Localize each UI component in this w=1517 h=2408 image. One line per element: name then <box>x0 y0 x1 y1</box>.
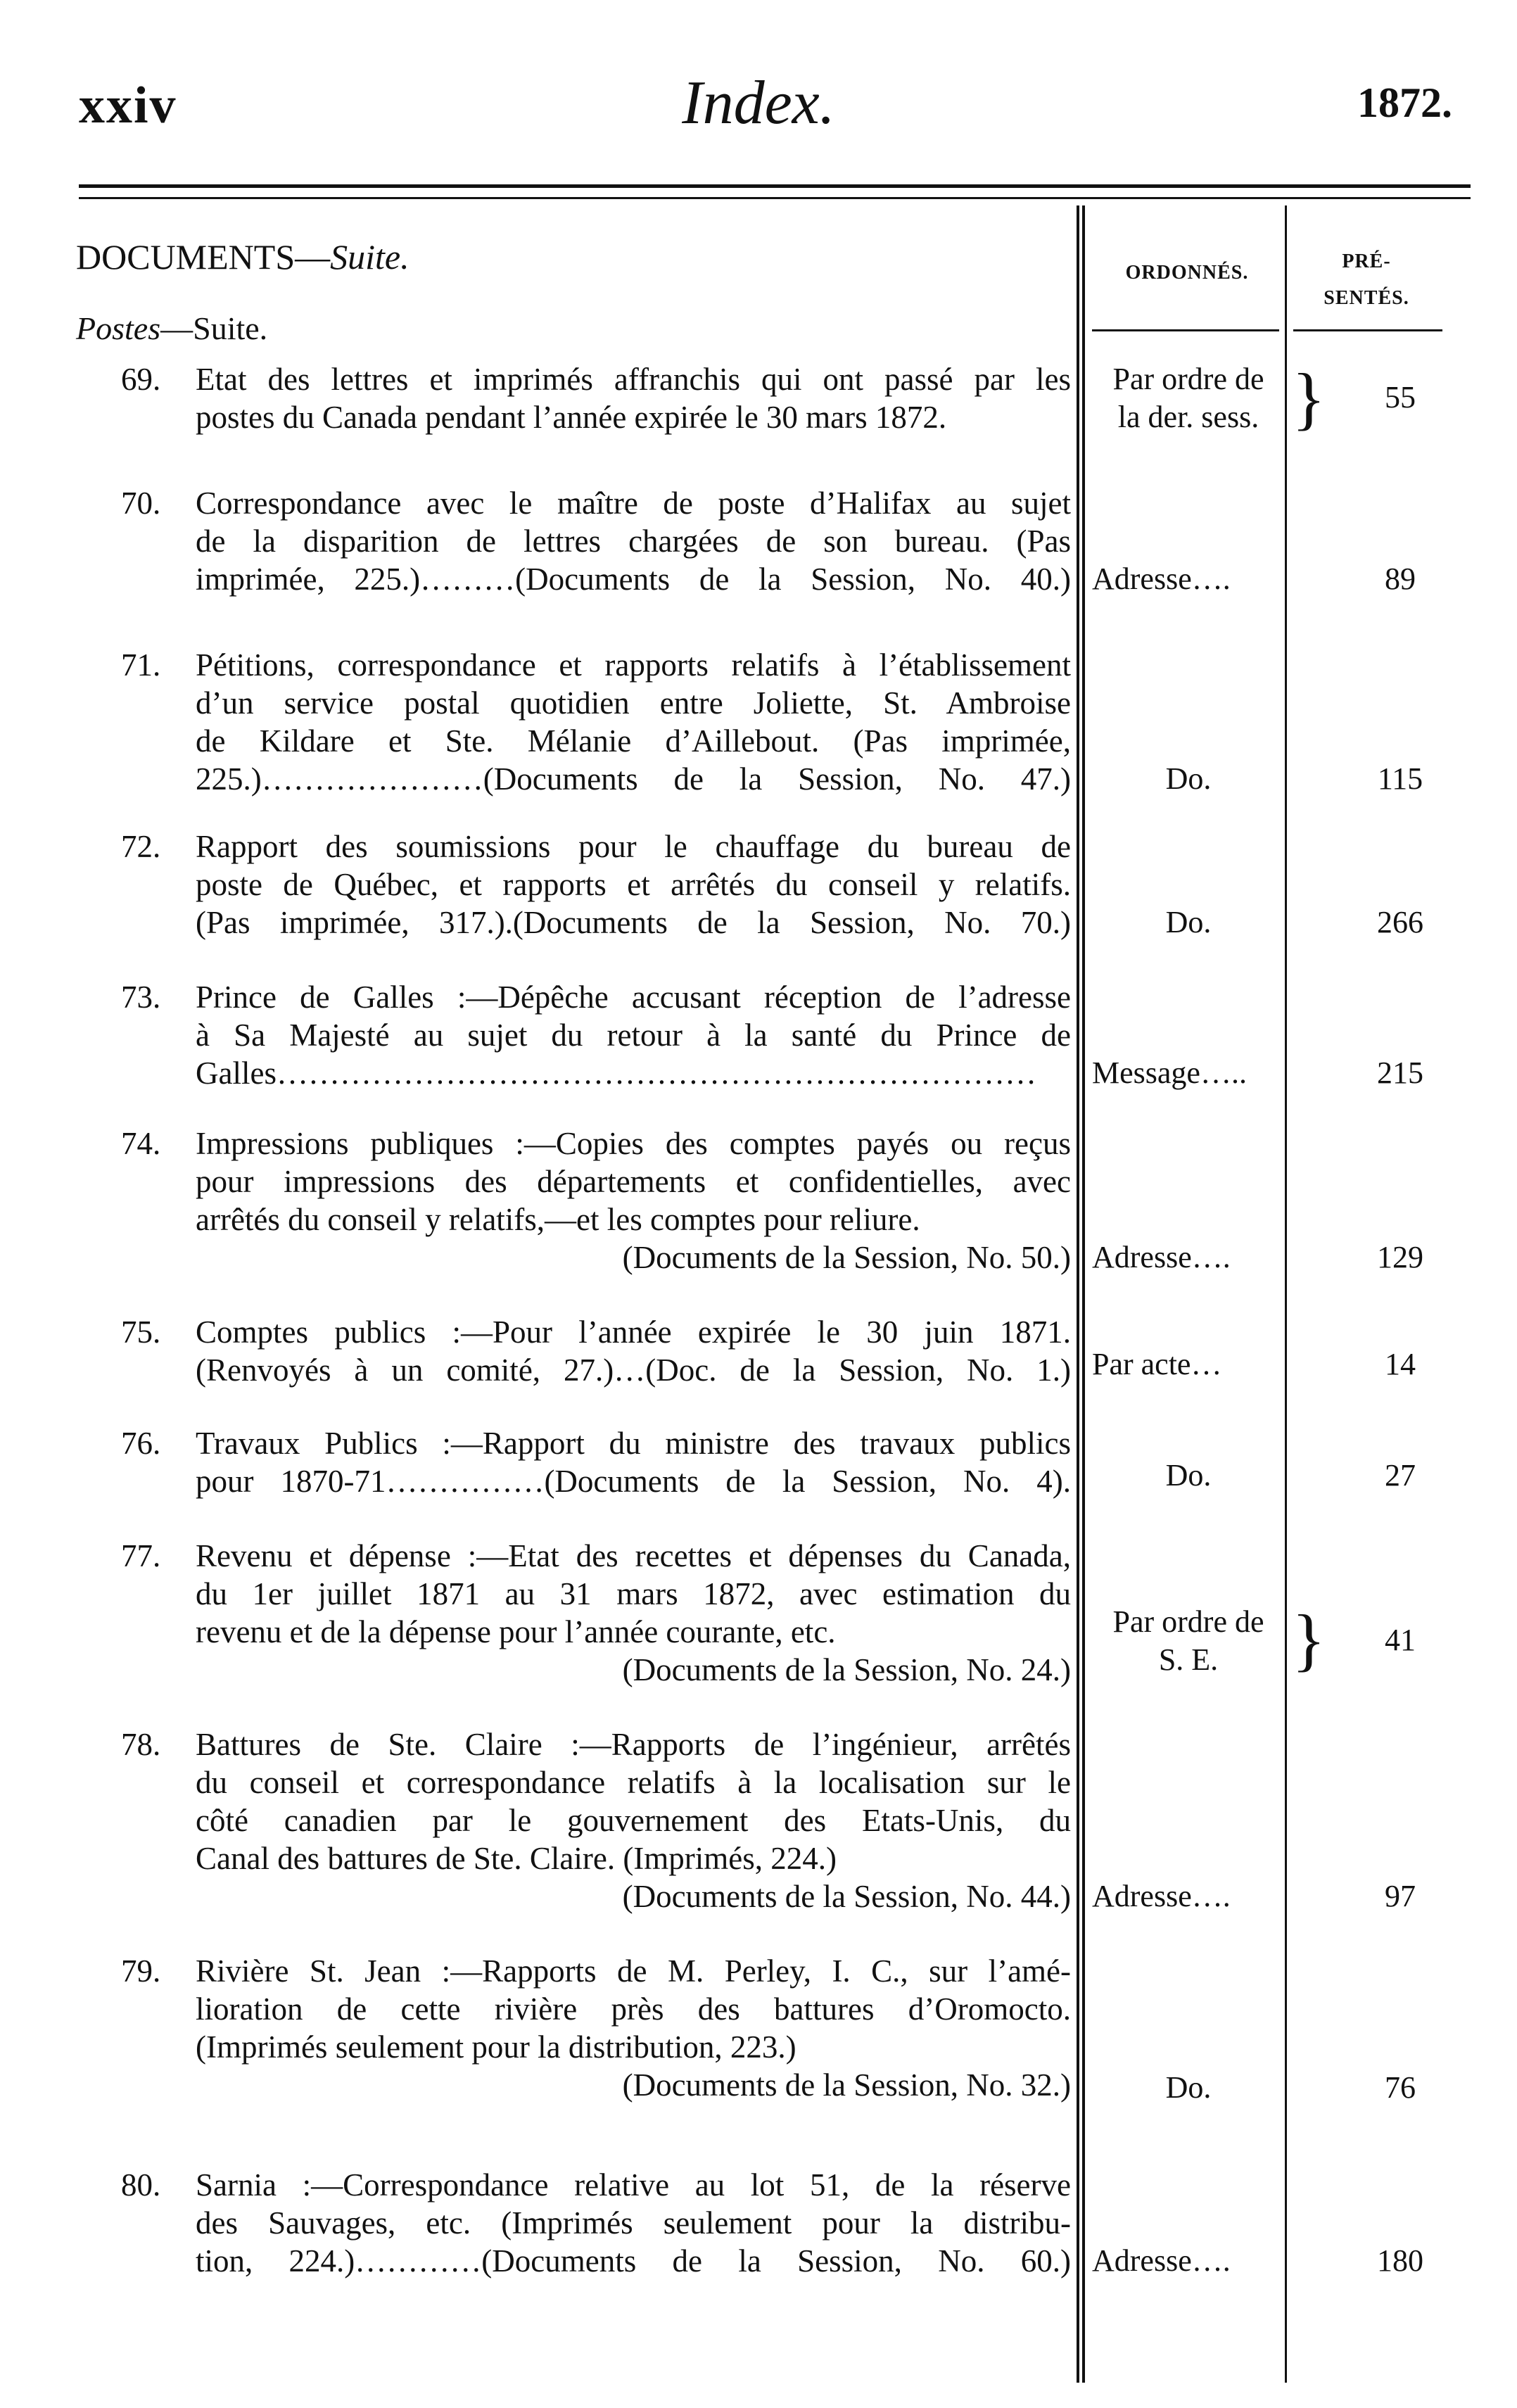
presentes-cell: 55 <box>1385 380 1416 414</box>
entry-line: (Pas imprimée, 317.).(Documents de la Session, No. 70.) <box>196 905 1071 940</box>
entry-line: (Imprimés seulement pour la distribution, 223.) <box>196 2029 796 2065</box>
entry-line: pour 1870-71……………(Documents de la Session, No. 4). <box>196 1464 1071 1499</box>
entry-number: 70. <box>121 486 161 521</box>
entry-number: 76. <box>121 1426 161 1461</box>
presentes-cell: 129 <box>1377 1240 1423 1274</box>
ordonnes-line: Par ordre de <box>1112 1604 1264 1639</box>
entry-line: (Renvoyés à un comité, 27.)…(Doc. de la Session, No. 1.) <box>196 1352 1071 1388</box>
entry-line: d’un service postal quotidien entre Joliette, St. Ambroise <box>196 685 1071 721</box>
column-header-presentes <box>1289 243 1444 317</box>
ordonnes-cell: Par acte… <box>1092 1347 1222 1381</box>
entry-line: Prince de Galles :—Dépêche accusant réception de l’adresse <box>196 980 1071 1015</box>
entry-number: 73. <box>121 980 161 1015</box>
entry-number: 72. <box>121 829 161 864</box>
entry-text <box>196 828 1071 942</box>
section-title <box>76 236 410 277</box>
entry-line: des Sauvages, etc. (Imprimés seulement pour la distribu- <box>196 2205 1071 2241</box>
presentes-cell: 215 <box>1377 1056 1423 1090</box>
header-rule-thin <box>79 197 1471 199</box>
entry-line: Rapport des soumissions pour le chauffage du bureau de <box>196 829 1071 864</box>
entry-line: poste de Québec, et rapports et arrêtés du conseil y relatifs. <box>196 867 1071 902</box>
column-divider <box>1082 205 1085 2383</box>
presentes-cell: 76 <box>1385 2070 1416 2105</box>
entry-line: lioration de cette rivière près des battures d’Oromocto. <box>196 1991 1071 2027</box>
entry-text <box>196 360 1071 436</box>
entry-number: 75. <box>121 1314 161 1350</box>
entry-line: à Sa Majesté au sujet du retour à la santé du Prince de <box>196 1018 1071 1053</box>
entry-line: Etat des lettres et imprimés affranchis qui ont passé par les <box>196 362 1071 397</box>
entry-text <box>196 1952 1071 2104</box>
column-divider <box>1077 205 1079 2383</box>
entry-line: Pétitions, correspondance et rapports relatifs à l’établissement <box>196 647 1071 683</box>
ordonnes-line: S. E. <box>1158 1642 1219 1677</box>
presentes-line-1: PRÉ- <box>1342 251 1391 272</box>
brace-glyph: } <box>1292 359 1326 437</box>
entry-line: de la disparition de lettres chargées de son bureau. (Pas <box>196 524 1071 559</box>
entry-text <box>196 1124 1071 1276</box>
entry-line: côté canadien par le gouvernement des Etats-Unis, du <box>196 1803 1071 1838</box>
ordonnes-cell: Do. <box>1165 761 1212 796</box>
entry-number: 69. <box>121 362 161 397</box>
presentes-cell: 89 <box>1385 562 1416 596</box>
entry-text <box>196 1537 1071 1689</box>
entry-text <box>196 646 1071 798</box>
page-number: xxiv <box>79 77 177 134</box>
entry-line: Rivière St. Jean :—Rapports de M. Perley, I. C., sur l’amé- <box>196 1953 1071 1989</box>
entry-line: Revenu et dépense :—Etat des recettes et dépenses du Canada, <box>196 1538 1071 1573</box>
column-divider <box>1285 205 1287 2383</box>
ordonnes-cell: Message….. <box>1092 1056 1247 1090</box>
ordonnes-line: la der. sess. <box>1117 400 1259 434</box>
entry-line: Correspondance avec le maître de poste d’Halifax au sujet <box>196 486 1071 521</box>
entry-text <box>196 978 1071 1092</box>
subsection-label: Postes <box>76 310 161 346</box>
entry-line: (Documents de la Session, No. 24.) <box>622 1652 1071 1687</box>
ordonnes-line: Par ordre de <box>1112 362 1264 396</box>
entry-number: 77. <box>121 1538 161 1573</box>
entry-line: Impressions publiques :—Copies des comptes payés ou reçus <box>196 1126 1071 1161</box>
entry-text <box>196 2166 1071 2280</box>
presentes-cell: 97 <box>1385 1879 1416 1913</box>
entry-line: 225.)…………………(Documents de la Session, No. 47.) <box>196 761 1071 797</box>
presentes-cell: 180 <box>1377 2243 1423 2278</box>
ordonnes-cell <box>1089 1603 1288 1679</box>
ordonnes-cell: Adresse…. <box>1092 2243 1231 2278</box>
entry-number: 71. <box>121 647 161 683</box>
presentes-cell: 27 <box>1385 1458 1416 1493</box>
entry-text <box>196 1725 1071 1915</box>
entry-line: pour impressions des départements et confidentielles, avec <box>196 1164 1071 1199</box>
entry-line: tion, 224.)…………(Documents de la Session, No. 60.) <box>196 2243 1071 2279</box>
entry-line: du conseil et correspondance relatifs à la localisation sur le <box>196 1765 1071 1800</box>
ordonnes-cell <box>1089 360 1288 436</box>
header-underline <box>1293 329 1442 331</box>
entry-line: Sarnia :—Correspondance relative au lot 51, de la réserve <box>196 2167 1071 2203</box>
entry-line: revenu et de la dépense pour l’année courante, etc. <box>196 1614 836 1649</box>
entry-text <box>196 1424 1071 1500</box>
entry-line: (Documents de la Session, No. 32.) <box>622 2067 1071 2103</box>
ordonnes-cell: Do. <box>1165 905 1212 939</box>
ordonnes-cell: Adresse…. <box>1092 562 1231 596</box>
presentes-cell: 14 <box>1385 1347 1416 1381</box>
entry-line: Comptes publics :—Pour l’année expirée le 30 juin 1871. <box>196 1314 1071 1350</box>
entry-text <box>196 484 1071 598</box>
column-header-ordonnes: ORDONNÉS. <box>1125 262 1249 284</box>
page-year: 1872. <box>1357 80 1452 126</box>
entry-number: 79. <box>121 1953 161 1989</box>
entry-line: Galles……………………………………………………………… <box>196 1056 1036 1091</box>
entry-line: du 1er juillet 1871 au 31 mars 1872, avec estimation du <box>196 1576 1071 1611</box>
page-title: Index. <box>682 69 835 137</box>
entry-line: (Documents de la Session, No. 44.) <box>622 1879 1071 1914</box>
entry-line: arrêtés du conseil y relatifs,—et les comptes pour reliure. <box>196 1202 920 1237</box>
brace-glyph: } <box>1292 1600 1326 1678</box>
subsection-title <box>76 310 267 347</box>
section-label: DOCUMENTS— <box>76 237 331 277</box>
entry-line: postes du Canada pendant l’année expirée le 30 mars 1872. <box>196 400 947 435</box>
entry-line: Travaux Publics :—Rapport du ministre des travaux publics <box>196 1426 1071 1461</box>
presentes-line-2: SENTÉS. <box>1324 287 1409 309</box>
presentes-cell: 41 <box>1385 1623 1416 1657</box>
entry-number: 74. <box>121 1126 161 1161</box>
ordonnes-cell: Adresse…. <box>1092 1240 1231 1274</box>
entry-line: Canal des battures de Ste. Claire. (Imprimés, 224.) <box>196 1841 837 1876</box>
header-underline <box>1092 329 1279 331</box>
running-head <box>0 0 1517 169</box>
ordonnes-cell: Do. <box>1165 1458 1212 1493</box>
entry-line: de Kildare et Ste. Mélanie d’Aillebout. (Pas imprimée, <box>196 723 1071 759</box>
subsection-suite: —Suite. <box>160 310 268 346</box>
entry-number: 78. <box>121 1727 161 1762</box>
header-rule-thick <box>79 184 1471 188</box>
entry-line: (Documents de la Session, No. 50.) <box>622 1240 1071 1275</box>
entry-line: imprimée, 225.)………(Documents de la Session, No. 40.) <box>196 562 1071 597</box>
presentes-cell: 266 <box>1377 905 1423 939</box>
ordonnes-cell: Do. <box>1165 2070 1212 2105</box>
section-suite: Suite. <box>330 237 410 277</box>
entry-number: 80. <box>121 2167 161 2203</box>
presentes-cell: 115 <box>1377 761 1423 796</box>
entry-text <box>196 1313 1071 1389</box>
entry-line: Battures de Ste. Claire :—Rapports de l’ingénieur, arrêtés <box>196 1727 1071 1762</box>
ordonnes-cell: Adresse…. <box>1092 1879 1231 1913</box>
